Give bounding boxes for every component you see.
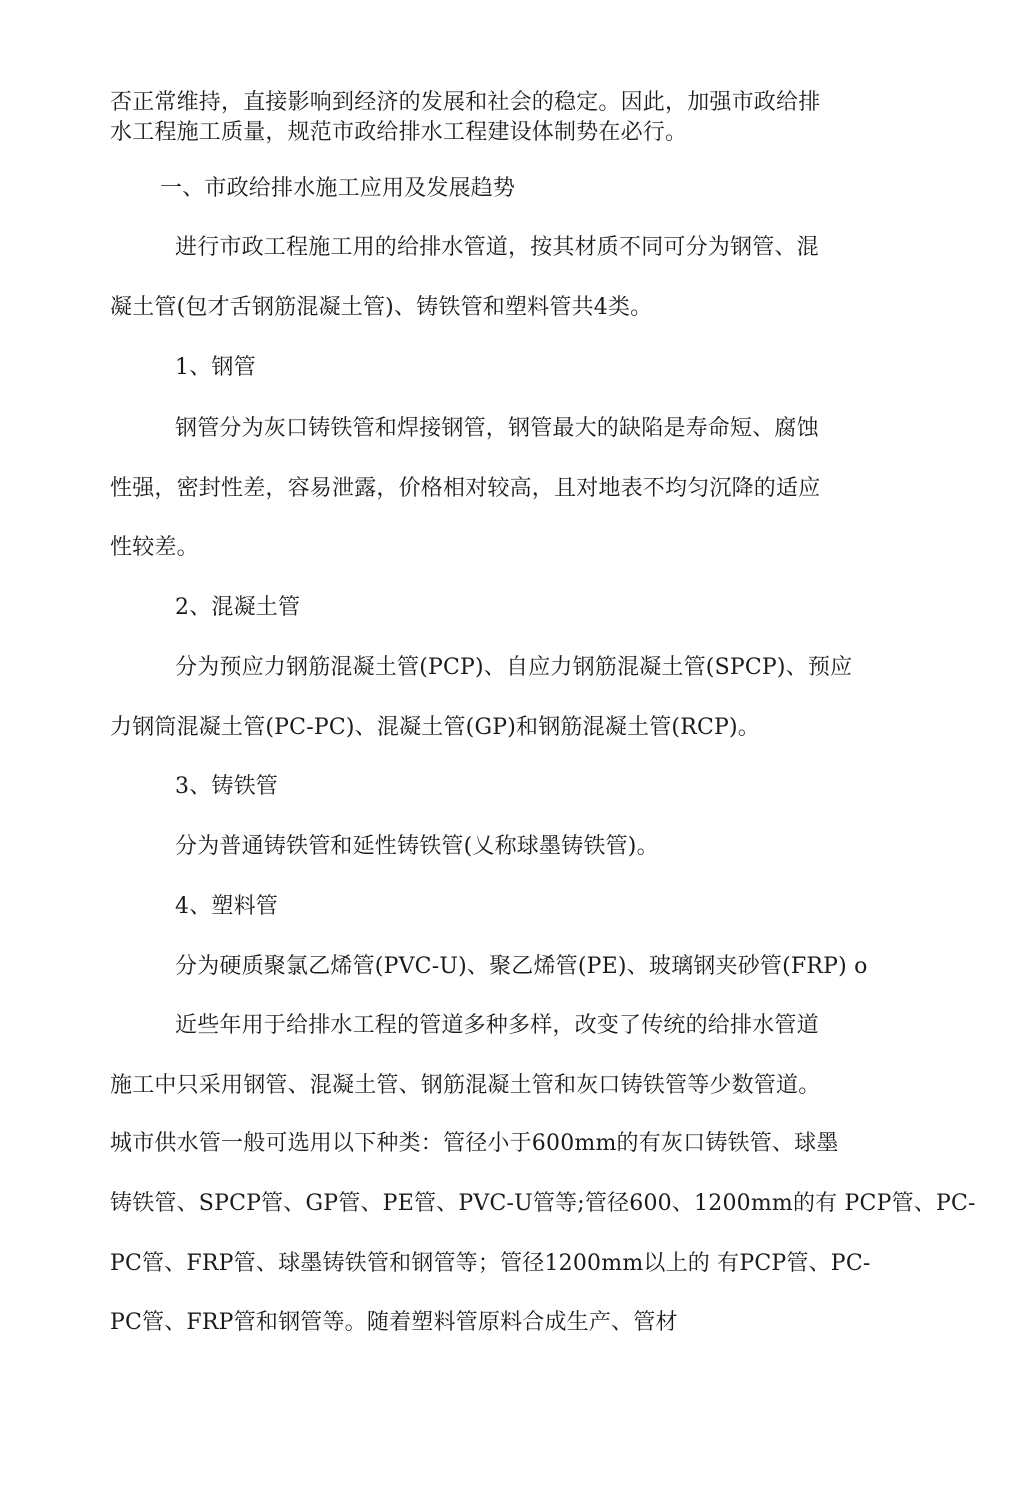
paragraph-line: 铸铁管、SPCP管、GP管、PE管、PVC-U管等;管径600、1200mm的有 PCP管、PC- <box>110 1191 976 1216</box>
paragraph-line: 分为普通铸铁管和延性铸铁管(乂称球墨铸铁管)。 <box>175 834 659 859</box>
paragraph-line: 近些年用于给排水工程的管道多种多样，改变了传统的给排水管道 <box>175 1013 819 1038</box>
subsection-heading: 4、塑料管 <box>175 894 278 919</box>
paragraph-line: 施工中只采用钢管、混凝土管、钢筋混凝土管和灰口铸铁管等少数管道。 <box>110 1073 821 1098</box>
paragraph-line: PC管、FRP管和钢管等。随着塑料管原料合成生产、管材 <box>110 1310 678 1335</box>
paragraph-line: 否正常维持，直接影响到经济的发展和社会的稳定。因此，加强市政给排 <box>110 90 821 115</box>
paragraph-line: 性强，密封性差，容易泄露，价格相对较高，且对地表不均匀沉降的适应 <box>110 476 821 501</box>
paragraph-line: 力钢筒混凝土管(PC-PC)、混凝土管(GP)和钢筋混凝土管(RCP)。 <box>110 715 760 740</box>
subsection-heading: 3、铸铁管 <box>175 774 278 799</box>
section-heading: 一、市政给排水施工应用及发展趋势 <box>160 176 516 201</box>
paragraph-line: 分为硬质聚氯乙烯管(PVC-U)、聚乙烯管(PE)、玻璃钢夹砂管(FRP) o <box>175 954 868 979</box>
paragraph-line: 分为预应力钢筋混凝土管(PCP)、自应力钢筋混凝土管(SPCP)、预应 <box>175 655 853 680</box>
paragraph-line: PC管、FRP管、球墨铸铁管和钢管等；管径1200mm以上的 有PCP管、PC- <box>110 1251 871 1276</box>
paragraph-line: 进行市政工程施工用的给排水管道，按其材质不同可分为钢管、混 <box>175 235 819 260</box>
paragraph-line: 性较差。 <box>110 535 199 560</box>
paragraph-line: 钢管分为灰口铸铁管和焊接钢管，钢管最大的缺陷是寿命短、腐蚀 <box>175 416 819 441</box>
subsection-heading: 1、钢管 <box>175 355 256 380</box>
subsection-heading: 2、混凝土管 <box>175 595 301 620</box>
paragraph-line: 水工程施工质量，规范市政给排水工程建设体制势在必行。 <box>110 120 688 145</box>
paragraph-line: 城市供水管一般可选用以下种类：管径小于600mm的有灰口铸铁管、球墨 <box>110 1131 839 1156</box>
paragraph-line: 凝土管(包才舌钢筋混凝土管)、铸铁管和塑料管共4类。 <box>110 295 653 320</box>
